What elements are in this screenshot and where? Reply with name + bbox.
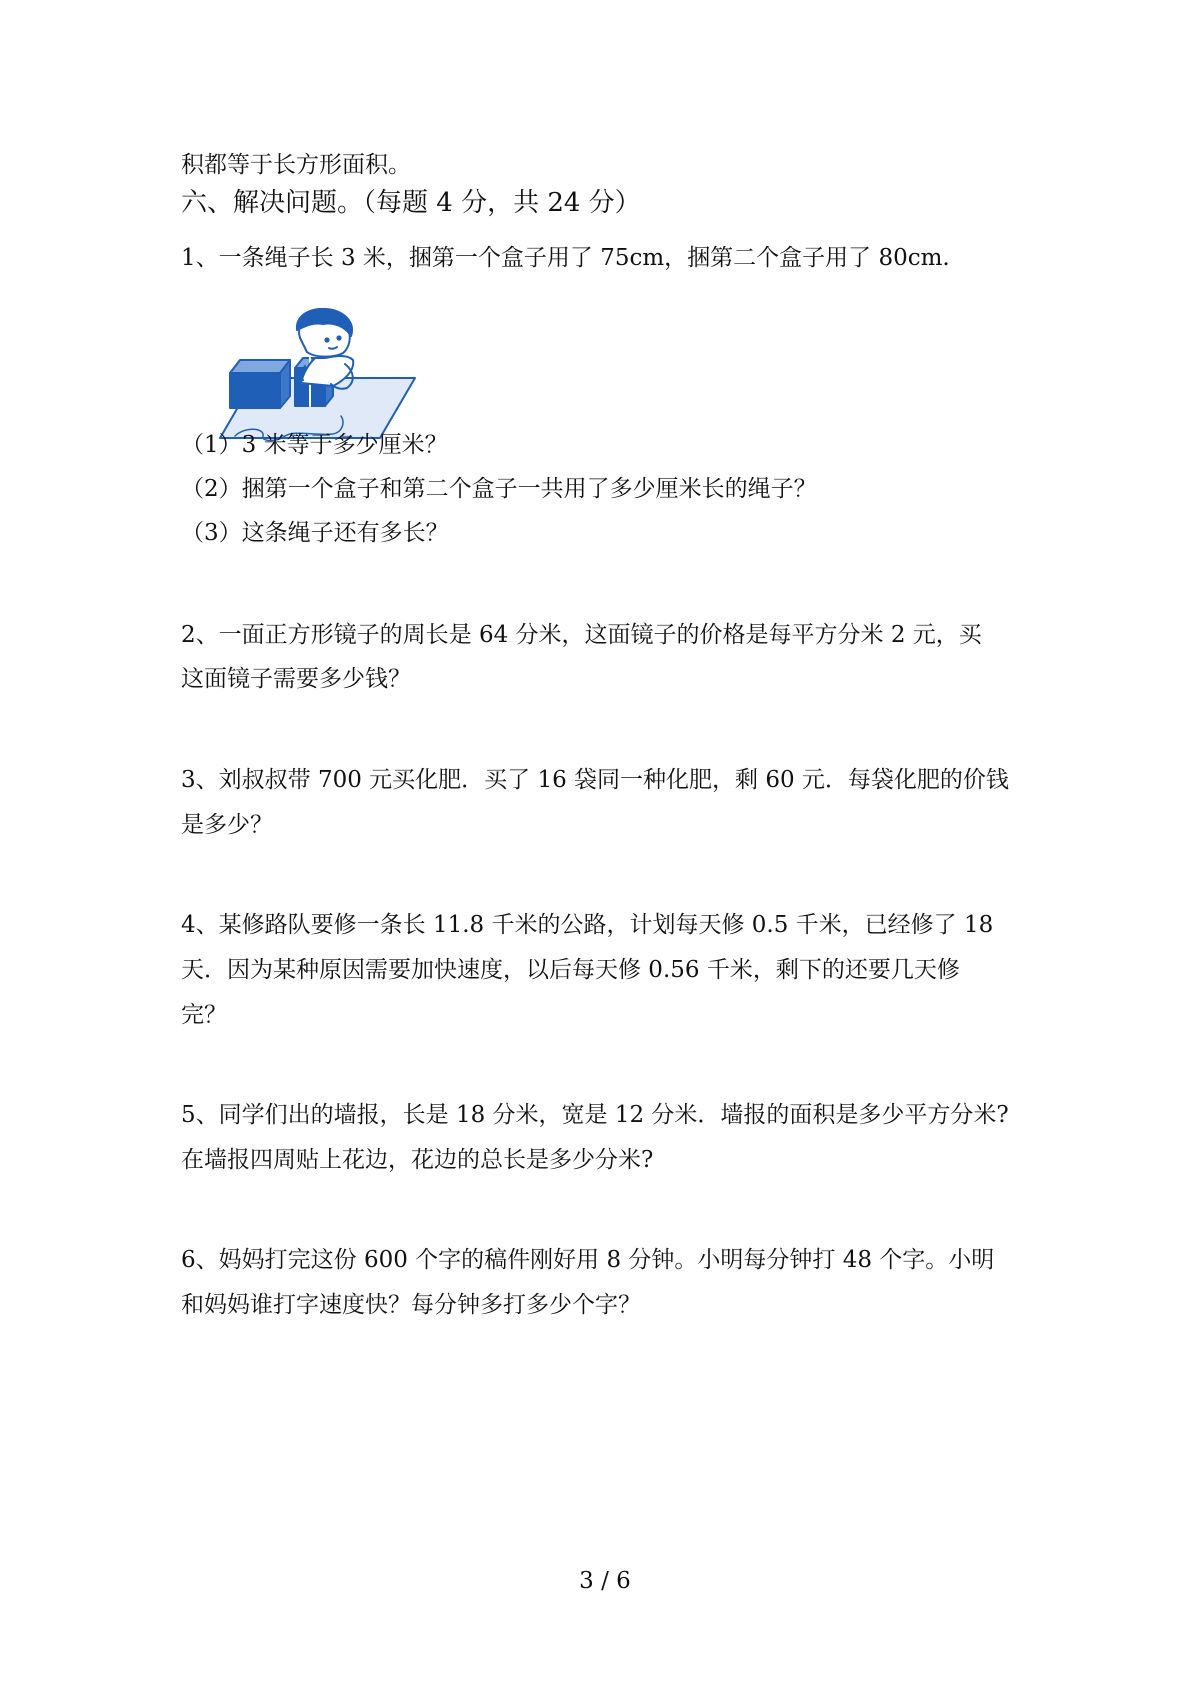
question-4-line-1: 4、某修路队要修一条长 11.8 千米的公路，计划每天修 0.5 千米，已经修了 18	[181, 912, 994, 938]
question-6-line-2: 和妈妈谁打字速度快？每分钟多打多少个字？	[181, 1292, 641, 1318]
section-heading: 六、解决问题。（每题 4 分，共 24 分）	[181, 188, 641, 218]
question-6-line-1: 6、妈妈打完这份 600 个字的稿件刚好用 8 分钟。小明每分钟打 48 个字。小明	[181, 1247, 995, 1273]
question-1-sub-3: （3）这条绳子还有多长？	[181, 520, 449, 546]
question-3-line-1: 3、刘叔叔带 700 元买化肥．买了 16 袋同一种化肥，剩 60 元．每袋化肥的价钱	[181, 767, 1009, 793]
question-5-line-1: 5、同学们出的墙报，长是 18 分米，宽是 12 分米．墙报的面积是多少平方分米?	[181, 1102, 1009, 1128]
question-1-sub-1: （1）3 米等于多少厘米？	[181, 432, 448, 458]
question-4-line-2: 天．因为某种原因需要加快速度，以后每天修 0.56 千米，剩下的还要几天修	[181, 957, 960, 983]
child-tying-boxes-illustration	[215, 308, 425, 448]
question-3-line-2: 是多少？	[181, 812, 273, 838]
question-1-line-1: 1、一条绳子长 3 米，捆第一个盒子用了 75cm，捆第二个盒子用了 80cm.	[181, 245, 950, 271]
question-2-line-1: 2、一面正方形镜子的周长是 64 分米，这面镜子的价格是每平方分米 2 元，买	[181, 622, 982, 648]
question-5-line-2: 在墙报四周贴上花边，花边的总长是多少分米?	[181, 1147, 654, 1173]
question-4-line-3: 完？	[181, 1002, 227, 1028]
page-number: 3 / 6	[579, 1568, 631, 1594]
question-1-sub-2: （2）捆第一个盒子和第二个盒子一共用了多少厘米长的绳子？	[181, 476, 817, 502]
question-2-line-2: 这面镜子需要多少钱？	[181, 666, 411, 692]
intro-tail-text: 积都等于长方形面积。	[181, 152, 411, 178]
